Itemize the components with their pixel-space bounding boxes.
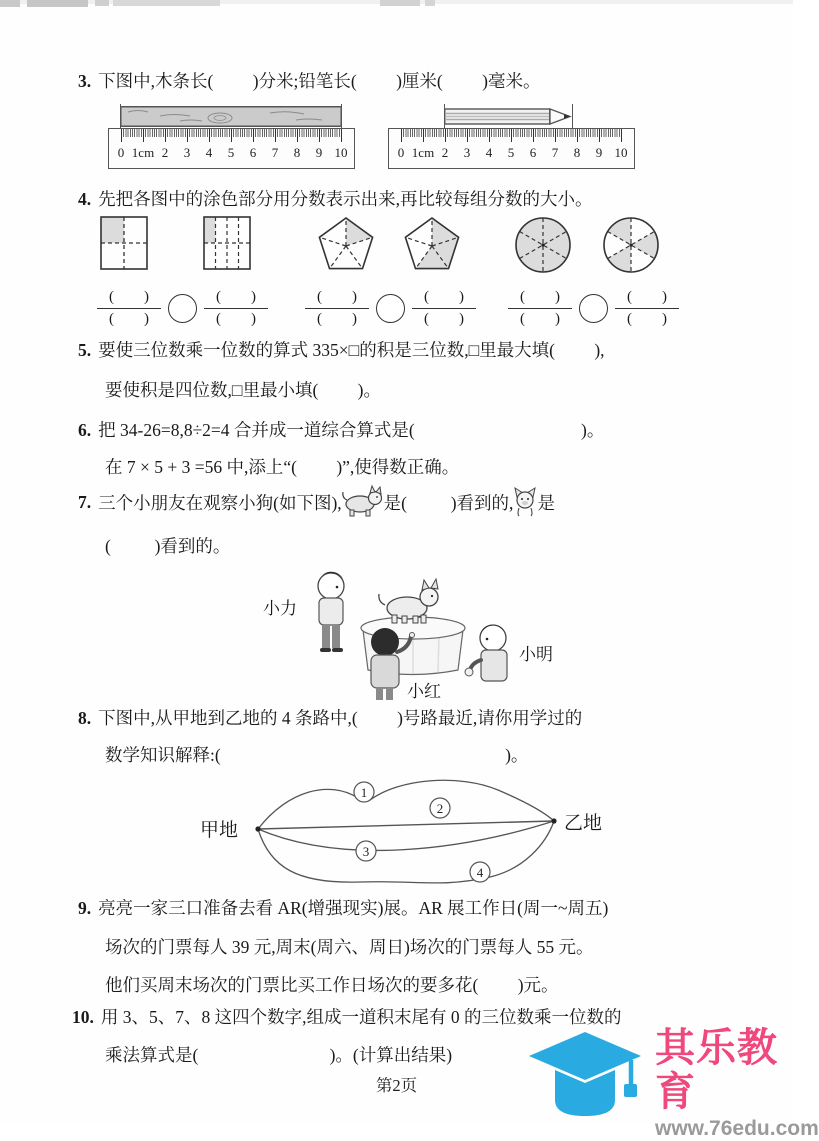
- brand-url: www.76edu.com: [655, 1117, 819, 1140]
- fraction-blank: [204, 288, 268, 329]
- boy-xiaoming: [465, 625, 507, 681]
- question-3-text: [78, 68, 540, 94]
- denominator-blank: ( ): [627, 311, 667, 327]
- scan-artifact: [380, 0, 420, 6]
- route-4-label: [470, 862, 490, 882]
- svg-text:3: 3: [362, 844, 370, 859]
- question-9-line2: [105, 934, 594, 960]
- question-7-body1b: 是( )看到的,: [383, 492, 514, 513]
- scan-artifact: [425, 0, 435, 6]
- ruler-tick-label: 6: [529, 145, 537, 160]
- question-8-body2: 数学知识解释:( )。: [105, 745, 529, 765]
- label-xiaoli: 小力: [263, 599, 297, 618]
- numerator-blank: ( ): [317, 289, 357, 305]
- ruler-tick-label: 4: [205, 145, 213, 160]
- question-9-line1: [78, 895, 608, 921]
- fraction-blank: [305, 288, 369, 329]
- ruler-tick-label: 10: [334, 145, 348, 160]
- brand-name: 其乐教育: [655, 1026, 778, 1114]
- fraction-blank: [508, 288, 572, 329]
- question-9-body2: 场次的门票每人 39 元,周末(周六、周日)场次的门票每人 55 元。: [105, 937, 594, 957]
- brand-text-block: [655, 1026, 819, 1141]
- question-9-number: 9.: [78, 898, 92, 918]
- question-7-body1a: 三个小朋友在观察小狗(如下图),: [98, 492, 342, 513]
- ruler-tick-label: 1cm: [411, 145, 435, 160]
- numerator-blank: ( ): [216, 289, 256, 305]
- ruler-tick-label: 8: [293, 145, 301, 160]
- pencil: [444, 108, 573, 126]
- ruler-cm-ticks: [401, 129, 623, 142]
- circle-three-sixths-shaded: [602, 216, 660, 274]
- place-jia: 甲地: [200, 820, 239, 841]
- ruler-tick-label: 8: [573, 145, 581, 160]
- question-4-number: 4.: [78, 189, 92, 209]
- fraction-blank: [412, 288, 476, 329]
- measure-guide-line: [341, 104, 342, 129]
- question-6-line1: [78, 417, 604, 443]
- question-10-line2: [105, 1042, 452, 1068]
- question-7-line2: [105, 533, 230, 559]
- question-9-line3: [105, 972, 559, 998]
- question-8-line1: [78, 705, 582, 731]
- denominator-blank: ( ): [520, 311, 560, 327]
- pencil-ruler-figure: [388, 104, 636, 170]
- question-5-body1: 要使三位数乘一位数的算式 335×□的积是三位数,□里最大填( ),: [98, 340, 605, 360]
- page-number: 第2页: [375, 1076, 418, 1095]
- route-2-path: [258, 821, 554, 829]
- fraction-bar: [305, 308, 369, 309]
- ruler-tick-label: 2: [441, 145, 449, 160]
- ruler-tick-label: 6: [249, 145, 257, 160]
- circle-six-sixths-shaded: [514, 216, 572, 274]
- brand-watermark: [527, 1026, 819, 1141]
- fraction-bar: [412, 308, 476, 309]
- ruler-tick-label: 9: [595, 145, 603, 160]
- ruler-tick-label: 0: [117, 145, 125, 160]
- place-yi: 乙地: [564, 813, 603, 834]
- ruler-tick-label: 0: [397, 145, 405, 160]
- ruler-tick-label: 9: [315, 145, 323, 160]
- wood-stick-ruler-figure: [108, 104, 356, 170]
- route-1-label: [354, 782, 374, 802]
- question-3-body: 下图中,木条长( )分米;铅笔长( )厘米( )毫米。: [98, 71, 541, 91]
- fraction-blank: [615, 288, 679, 329]
- routes-diagram: [192, 772, 612, 890]
- svg-text:4: 4: [476, 865, 484, 880]
- dog-front-view-icon: [513, 487, 537, 517]
- ruler-tick-label: 10: [614, 145, 628, 160]
- fraction-bar: [615, 308, 679, 309]
- question-8-body1: 下图中,从甲地到乙地的 4 条路中,( )号路最近,请你用学过的: [98, 708, 583, 728]
- question-10-body1: 用 3、5、7、8 这四个数字,组成一道积末尾有 0 的三位数乘一位数的: [100, 1007, 622, 1027]
- question-10-number: 10.: [72, 1007, 94, 1027]
- measure-guide-line: [444, 104, 445, 129]
- measure-guide-line: [120, 104, 121, 129]
- ruler-tick-label: 3: [183, 145, 191, 160]
- question-9-body1: 亮亮一家三口准备去看 AR(增强现实)展。AR 展工作日(周一~周五): [98, 898, 609, 918]
- route-3-label: [356, 841, 376, 861]
- fraction-compare-group-3: [508, 288, 679, 329]
- ruler-tick-label: 4: [485, 145, 493, 160]
- svg-text:1: 1: [360, 785, 368, 800]
- ruler-tick-label: 1cm: [131, 145, 155, 160]
- question-6-line2: [105, 454, 459, 480]
- question-7-number: 7.: [78, 491, 92, 512]
- ruler-tick-label: 2: [161, 145, 169, 160]
- question-10-body2: 乘法算式是( )。(计算出结果): [105, 1045, 453, 1065]
- comparison-circle: [168, 294, 197, 323]
- ruler: [388, 128, 635, 169]
- fraction-bar: [508, 308, 572, 309]
- dog-side-view-icon: [342, 487, 384, 517]
- question-4-text: [78, 186, 593, 212]
- question-7-line1: [78, 487, 555, 517]
- boy-xiaoli: [318, 572, 344, 652]
- ruler-tick-label: 3: [463, 145, 471, 160]
- ruler-tick-label: 5: [227, 145, 235, 160]
- route-2-label: [430, 798, 450, 818]
- svg-text:2: 2: [436, 801, 444, 816]
- denominator-blank: ( ): [424, 311, 464, 327]
- dog-observation-illustration: [235, 556, 565, 704]
- route-4-path: [258, 821, 554, 883]
- pentagon-three-fifths-shaded: [398, 215, 466, 273]
- label-xiaohong: 小红: [407, 682, 441, 701]
- ruler-tick-label: 5: [507, 145, 515, 160]
- question-6-body2: 在 7 × 5 + 3 =56 中,添上“( )”,使得数正确。: [105, 457, 460, 477]
- pentagon-one-fifth-shaded: [312, 215, 380, 273]
- question-5-body2: 要使积是四位数,□里最小填( )。: [105, 380, 381, 400]
- fraction-bar: [97, 308, 161, 309]
- ruler-tick-label: 7: [271, 145, 279, 160]
- denominator-blank: ( ): [317, 311, 357, 327]
- question-9-body3: 他们买周末场次的门票比买工作日场次的要多花( )元。: [105, 975, 559, 995]
- graduation-cap-icon: [527, 1026, 645, 1122]
- ruler-cm-ticks: [121, 129, 343, 142]
- question-5-line1: [78, 337, 605, 363]
- comparison-circle: [579, 294, 608, 323]
- numerator-blank: ( ): [627, 289, 667, 305]
- numerator-blank: ( ): [109, 289, 149, 305]
- scan-artifact: [0, 0, 20, 7]
- fraction-bar: [204, 308, 268, 309]
- question-5-line2: [105, 377, 381, 403]
- scan-artifact: [95, 0, 109, 6]
- denominator-blank: ( ): [216, 311, 256, 327]
- question-6-body1: 把 34-26=8,8÷2=4 合并成一道综合算式是( )。: [98, 420, 605, 440]
- fraction-blank: [97, 288, 161, 329]
- comparison-circle: [376, 294, 405, 323]
- question-3-number: 3.: [78, 71, 92, 91]
- numerator-blank: ( ): [520, 289, 560, 305]
- question-8-line2: [105, 742, 528, 768]
- question-8-number: 8.: [78, 708, 92, 728]
- dog-on-table: [379, 579, 438, 623]
- wood-stick: [120, 106, 342, 127]
- question-7-body2: ( )看到的。: [105, 536, 231, 556]
- question-6-number: 6.: [78, 420, 92, 440]
- question-7-body1c: 是: [537, 492, 555, 513]
- label-xiaoming: 小明: [519, 645, 553, 664]
- fraction-compare-group-1: [97, 288, 268, 329]
- question-5-number: 5.: [78, 340, 92, 360]
- ruler-tick-label: 7: [551, 145, 559, 160]
- fraction-compare-group-2: [305, 288, 476, 329]
- scan-artifact: [113, 0, 220, 6]
- ruler: [108, 128, 355, 169]
- numerator-blank: ( ): [424, 289, 464, 305]
- denominator-blank: ( ): [109, 311, 149, 327]
- measure-guide-line: [572, 104, 573, 129]
- scan-artifact: [27, 0, 88, 7]
- question-4-body: 先把各图中的涂色部分用分数表示出来,再比较每组分数的大小。: [98, 189, 593, 209]
- square-quarter-shaded: [100, 216, 148, 270]
- square-eighth-shaded: [203, 216, 251, 270]
